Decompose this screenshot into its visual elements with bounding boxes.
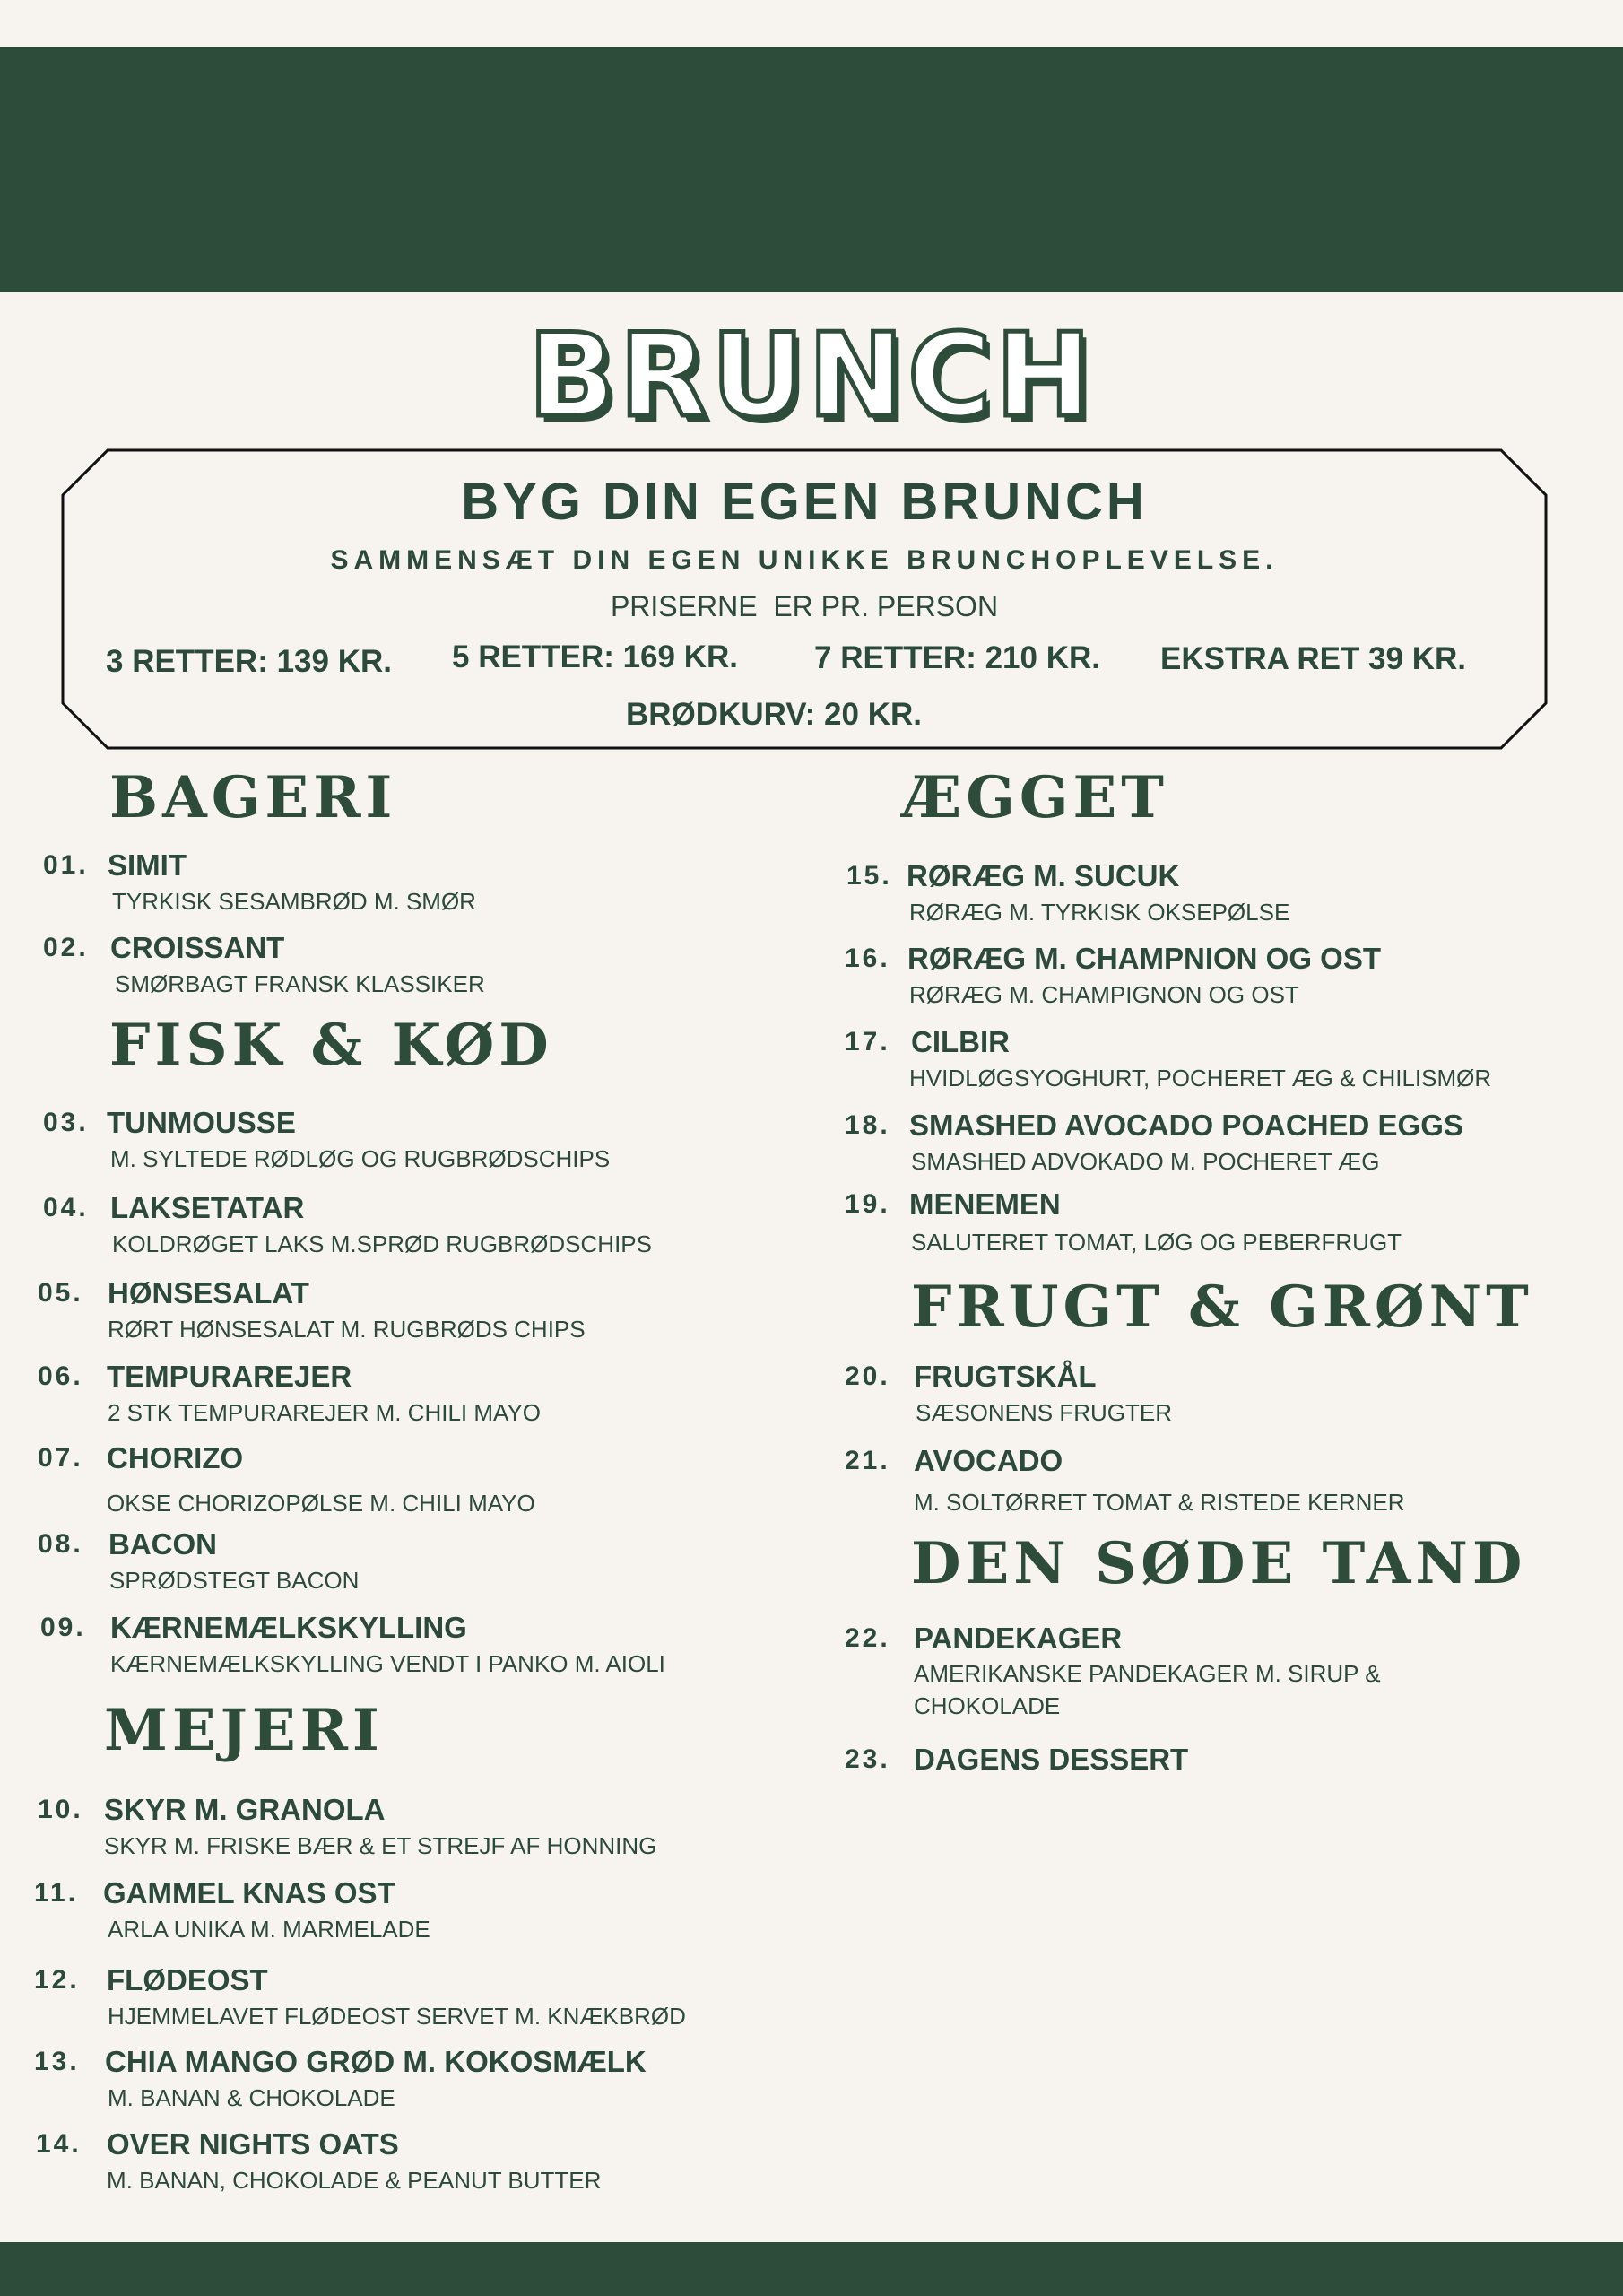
item-description: ARLA UNIKA M. MARMELADE xyxy=(108,1916,430,1943)
item-number: 20. xyxy=(845,1361,890,1391)
section-title-bageri: BAGERI xyxy=(109,764,397,831)
section-title-mejeri: MEJERI xyxy=(104,1697,384,1764)
price-7-courses: 7 RETTER: 210 KR. xyxy=(814,640,1100,675)
item-name: SMASHED AVOCADO POACHED EGGS xyxy=(909,1109,1463,1142)
item-name: LAKSETATAR xyxy=(110,1191,305,1224)
item-description: RØRÆG M. TYRKISK OKSEPØLSE xyxy=(909,899,1290,926)
item-name: FLØDEOST xyxy=(107,1963,268,1996)
item-name: AVOCADO xyxy=(914,1444,1063,1477)
item-name: CROISSANT xyxy=(110,931,285,964)
item-number: 03. xyxy=(43,1108,89,1137)
item-number: 07. xyxy=(38,1443,83,1473)
item-description: M. SOLTØRRET TOMAT & RISTEDE KERNER xyxy=(914,1489,1405,1516)
item-description: AMERIKANSKE PANDEKAGER M. SIRUP & CHOKOLADE xyxy=(914,1660,1381,1719)
item-description: HVIDLØGSYOGHURT, POCHERET ÆG & CHILISMØR xyxy=(909,1065,1492,1091)
item-number: 21. xyxy=(845,1446,890,1475)
item-name: TUNMOUSSE xyxy=(107,1106,296,1139)
item-number: 12. xyxy=(34,1965,80,1995)
item-name: FRUGTSKÅL xyxy=(914,1360,1097,1393)
item-number: 11. xyxy=(34,1878,79,1908)
item-description: SMØRBAGT FRANSK KLASSIKER xyxy=(115,970,485,997)
item-name: CILBIR xyxy=(911,1025,1010,1058)
item-number: 08. xyxy=(38,1529,83,1559)
item-description: HJEMMELAVET FLØDEOST SERVET M. KNÆKBRØD xyxy=(108,2003,686,2030)
item-number: 05. xyxy=(38,1278,83,1308)
item-description: M. BANAN, CHOKOLADE & PEANUT BUTTER xyxy=(107,2167,602,2194)
item-number: 19. xyxy=(845,1189,890,1219)
item-number: 14. xyxy=(36,2129,82,2159)
item-number: 10. xyxy=(38,1795,83,1824)
item-description: RØRÆG M. CHAMPIGNON OG OST xyxy=(909,981,1299,1008)
item-description: SÆSONENS FRUGTER xyxy=(916,1399,1173,1426)
section-title-fisk-kod: FISK & KØD xyxy=(109,1012,553,1079)
section-title-frugt-gront: FRUGT & GRØNT xyxy=(911,1274,1533,1341)
item-name: BACON xyxy=(108,1527,217,1561)
item-description: SPRØDSTEGT BACON xyxy=(109,1567,360,1594)
item-description: RØRT HØNSESALAT M. RUGBRØDS CHIPS xyxy=(108,1316,586,1343)
item-name: SIMIT xyxy=(108,848,187,882)
item-description: M. SYLTEDE RØDLØG OG RUGBRØDSCHIPS xyxy=(110,1145,611,1172)
page-title: BRUNCH xyxy=(527,309,1096,443)
item-number: 23. xyxy=(845,1744,890,1774)
item-number: 13. xyxy=(34,2047,80,2076)
item-description: 2 STK TEMPURAREJER M. CHILI MAYO xyxy=(108,1399,542,1426)
item-name: RØRÆG M. CHAMPNION OG OST xyxy=(907,942,1381,975)
item-number: 15. xyxy=(846,861,892,891)
price-box-title: BYG DIN EGEN BRUNCH xyxy=(461,473,1148,531)
item-name: SKYR M. GRANOLA xyxy=(104,1793,386,1826)
item-name: MENEMEN xyxy=(909,1187,1061,1221)
price-box xyxy=(61,448,1548,750)
item-description: SALUTERET TOMAT, LØG OG PEBERFRUGT xyxy=(911,1229,1402,1256)
item-number: 18. xyxy=(845,1110,890,1140)
item-name: OVER NIGHTS OATS xyxy=(107,2127,399,2161)
section-title-agget: ÆGGET xyxy=(902,764,1168,831)
item-name: KÆRNEMÆLKSKYLLING xyxy=(110,1611,467,1644)
item-name: PANDEKAGER xyxy=(914,1622,1123,1655)
item-number: 16. xyxy=(845,944,890,973)
item-name: CHORIZO xyxy=(107,1441,244,1474)
top-banner xyxy=(0,47,1623,292)
item-description: SMASHED ADVOKADO M. POCHERET ÆG xyxy=(911,1148,1380,1175)
item-description: KÆRNEMÆLKSKYLLING VENDT I PANKO M. AIOLI xyxy=(110,1650,665,1677)
item-description: SKYR M. FRISKE BÆR & ET STREJF AF HONNING xyxy=(104,1832,657,1859)
item-number: 04. xyxy=(43,1193,89,1222)
price-box-note: PRISERNE ER PR. PERSON xyxy=(610,590,999,622)
item-name: GAMMEL KNAS OST xyxy=(103,1876,395,1909)
item-number: 09. xyxy=(40,1613,86,1642)
item-number: 02. xyxy=(43,933,89,962)
price-bread-basket: BRØDKURV: 20 KR. xyxy=(626,697,922,732)
item-name: DAGENS DESSERT xyxy=(914,1743,1189,1776)
item-number: 06. xyxy=(38,1361,83,1391)
item-description: KOLDRØGET LAKS M.SPRØD RUGBRØDSCHIPS xyxy=(112,1231,652,1257)
item-name: TEMPURAREJER xyxy=(107,1360,352,1393)
price-extra-course: EKSTRA RET 39 KR. xyxy=(1160,641,1466,676)
bottom-banner xyxy=(0,2242,1623,2296)
item-name: HØNSESALAT xyxy=(108,1276,309,1309)
item-description: TYRKISK SESAMBRØD M. SMØR xyxy=(112,888,476,915)
item-number: 22. xyxy=(845,1623,890,1653)
item-number: 01. xyxy=(43,850,89,880)
item-description: OKSE CHORIZOPØLSE M. CHILI MAYO xyxy=(107,1490,535,1517)
price-box-subtitle: SAMMENSÆT DIN EGEN UNIKKE BRUNCHOPLEVELSE. xyxy=(330,545,1279,575)
section-title-den-sode-tand: DEN SØDE TAND xyxy=(911,1530,1527,1597)
price-5-courses: 5 RETTER: 169 KR. xyxy=(452,639,738,674)
item-description: M. BANAN & CHOKOLADE xyxy=(108,2084,395,2111)
item-number: 17. xyxy=(845,1027,890,1057)
price-3-courses: 3 RETTER: 139 KR. xyxy=(106,644,392,679)
item-name: RØRÆG M. SUCUK xyxy=(907,859,1180,892)
item-name: CHIA MANGO GRØD M. KOKOSMÆLK xyxy=(105,2045,647,2078)
